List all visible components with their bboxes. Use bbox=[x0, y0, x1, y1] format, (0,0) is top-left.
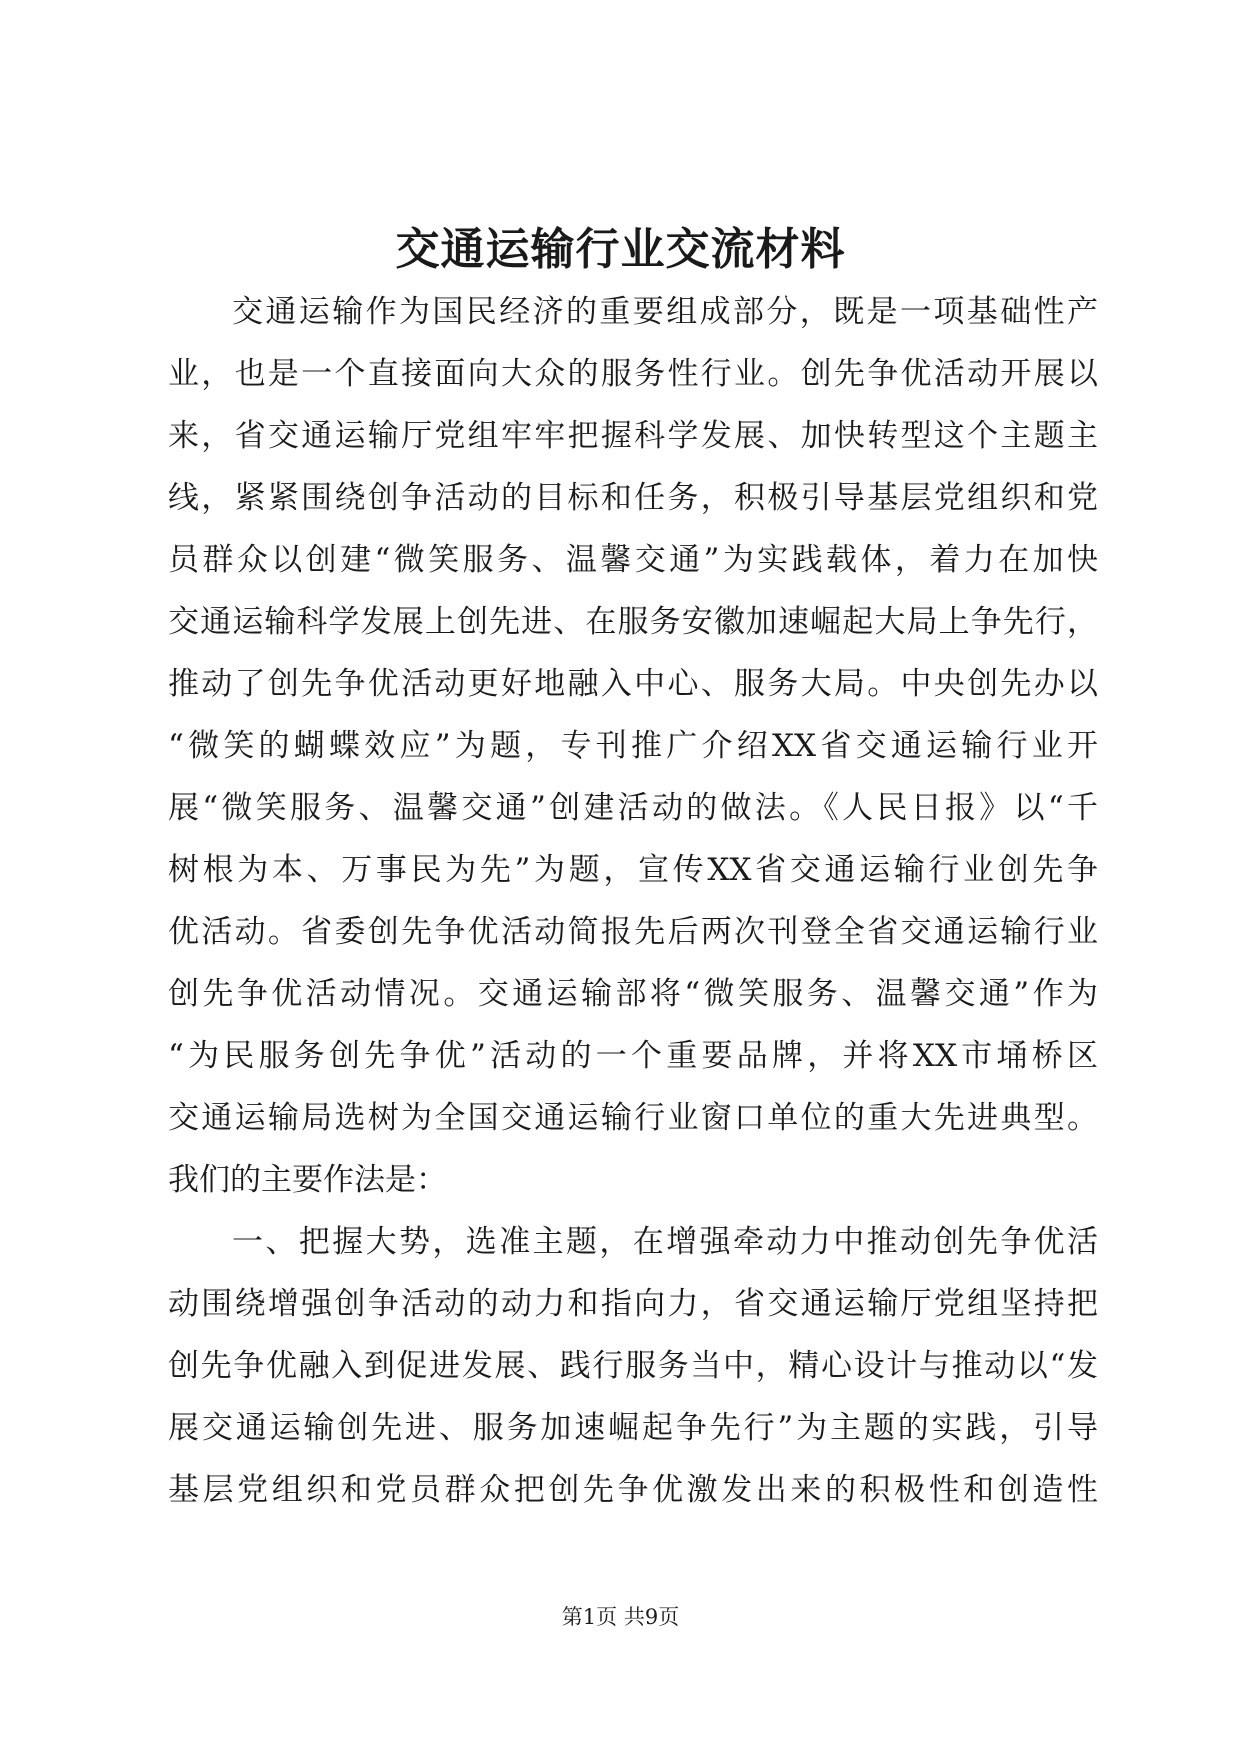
paragraph-line: 动围绕增强创争活动的动力和指向力，省交通运输厅党组坚持把 bbox=[168, 1286, 1098, 1322]
paragraph-line: “微笑的蝴蝶效应”为题，专刊推广介绍XX省交通运输行业开 bbox=[168, 728, 1098, 764]
paragraph-line: 基层党组织和党员群众把创先争优激发出来的积极性和创造性 bbox=[168, 1472, 1098, 1508]
paragraph-line: 交通运输局选树为全国交通运输行业窗口单位的重大先进典型。 bbox=[168, 1100, 1098, 1136]
paragraph-line: 展交通运输创先进、服务加速崛起争先行”为主题的实践，引导 bbox=[168, 1410, 1098, 1446]
document-title: 交通运输行业交流材料 bbox=[395, 224, 846, 275]
paragraph-line: 员群众以创建“微笑服务、温馨交通”为实践载体，着力在加快 bbox=[168, 542, 1098, 578]
paragraph-line: 线，紧紧围绕创争活动的目标和任务，积极引导基层党组织和党 bbox=[168, 480, 1098, 516]
paragraph-line: 优活动。省委创先争优活动简报先后两次刊登全省交通运输行业 bbox=[168, 914, 1098, 950]
paragraph-line: 来，省交通运输厅党组牢牢把握科学发展、加快转型这个主题主 bbox=[168, 418, 1098, 454]
paragraph-line: 交通运输作为国民经济的重要组成部分，既是一项基础性产 bbox=[232, 294, 1098, 330]
document-body bbox=[168, 291, 1098, 1531]
paragraph-line: 我们的主要作法是： bbox=[168, 1162, 447, 1198]
paragraph-line: 一、把握大势，选准主题，在增强牵动力中推动创先争优活 bbox=[232, 1224, 1098, 1260]
paragraph-line: 推动了创先争优活动更好地融入中心、服务大局。中央创先办以 bbox=[168, 666, 1098, 702]
paragraph-line: 创先争优融入到促进发展、践行服务当中，精心设计与推动以“发 bbox=[168, 1348, 1098, 1384]
paragraph-line: 业，也是一个直接面向大众的服务性行业。创先争优活动开展以 bbox=[168, 356, 1098, 392]
paragraph-line: 树根为本、万事民为先”为题，宣传XX省交通运输行业创先争 bbox=[168, 852, 1098, 888]
page-number-footer: 第1页 共9页 bbox=[561, 1605, 680, 1629]
paragraph-line: “为民服务创先争优”活动的一个重要品牌，并将XX市埇桥区 bbox=[168, 1038, 1098, 1074]
paragraph-line: 展“微笑服务、温馨交通”创建活动的做法。《人民日报》以“千 bbox=[168, 790, 1098, 826]
paragraph-line: 交通运输科学发展上创先进、在服务安徽加速崛起大局上争先行， bbox=[168, 604, 1098, 640]
paragraph-line: 创先争优活动情况。交通运输部将“微笑服务、温馨交通”作为 bbox=[168, 976, 1098, 1012]
